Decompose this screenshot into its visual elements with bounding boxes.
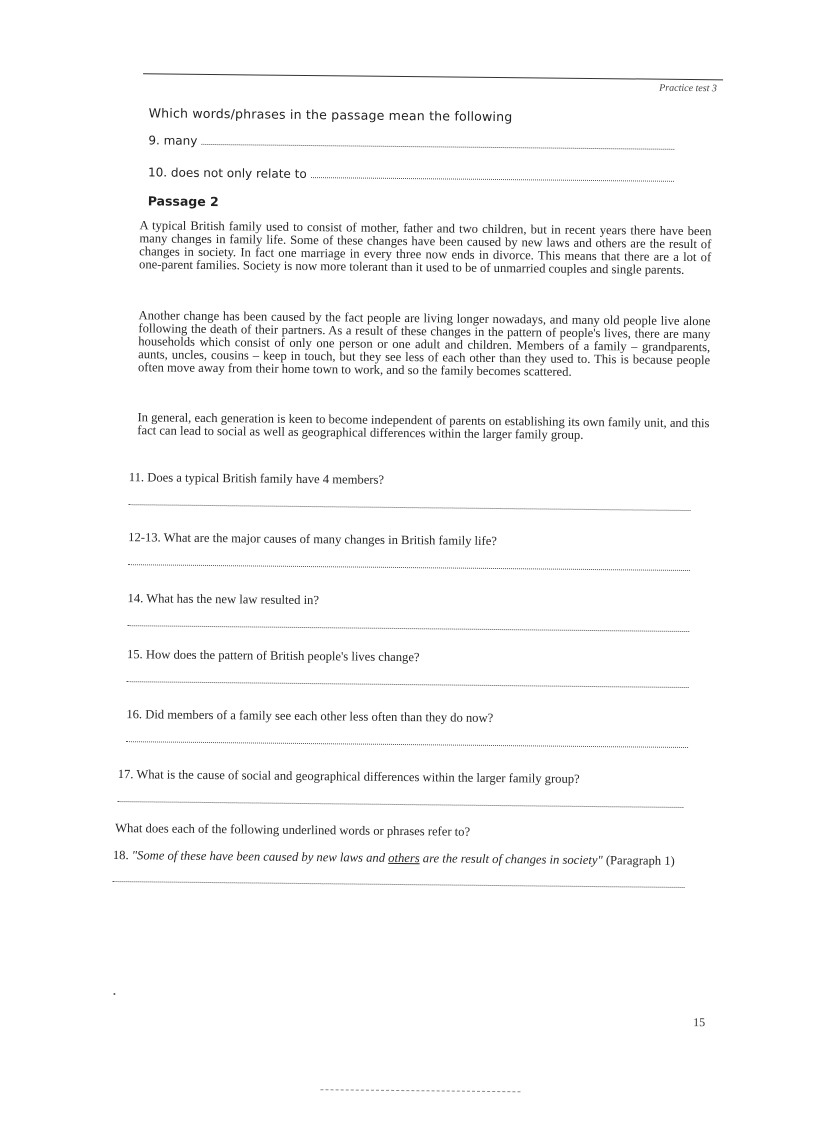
vocab-item-9: [148, 133, 674, 153]
vocab-item-10: [148, 165, 674, 185]
question-text: 15. How does the pattern of British people's lives change?: [126, 647, 420, 665]
question-number: 18.: [112, 848, 129, 863]
answer-line[interactable]: [128, 563, 690, 571]
reference-instructions: What does each of the following underlined words or phrases refer to?: [115, 821, 471, 839]
question-text: 17. What is the cause of social and geographical differences within the larger family group?: [117, 767, 580, 786]
vocab-item-label: 10. does not only relate to: [147, 165, 307, 182]
answer-line[interactable]: [127, 680, 689, 688]
header-rule: [143, 73, 723, 80]
passage-paragraph-3: In general, each generation is keen to become independent of parents on establishing its own family unit, and this fact can lead to social as well as geographical differences within the larger family group.: [137, 410, 710, 442]
underlined-word: others: [388, 850, 420, 866]
answer-line[interactable]: [127, 624, 689, 632]
question-15: [127, 647, 689, 688]
paragraph-reference: (Paragraph 1): [602, 853, 675, 868]
page-number: 15: [693, 1015, 706, 1030]
question-18: [113, 849, 685, 888]
passage-title: Passage 2: [147, 193, 219, 210]
answer-line[interactable]: [311, 167, 674, 182]
question-16: [126, 707, 688, 748]
passage-paragraph-1: A typical British family used to consist of mother, father and two children, but in recent years there have been many changes in family life. Some of these changes have been caused by new laws and others are the result of changes in society. In fact one marriage in every three now ends in divorce. This means that there are a lot of one-parent families. Society is now more tolerant than it used to be of unmarried couples and single parents.: [139, 218, 712, 277]
question-text: 16. Did members of a family see each other less often than they do now?: [126, 707, 494, 725]
question-14: [127, 591, 689, 632]
answer-line[interactable]: [129, 503, 691, 511]
question-17: [117, 767, 683, 808]
footer-dashed-line: [320, 1089, 520, 1092]
question-text: 12-13. What are the major causes of many changes in British family life?: [128, 530, 497, 549]
question-12-13: [128, 530, 690, 571]
answer-line[interactable]: [113, 880, 685, 888]
quote-before: "Some of these have been caused by new laws and: [131, 848, 389, 865]
passage-paragraph-2: Another change has been caused by the fact people are living longer nowadays, and many old people live alone following the death of their partners. As a result of these changes in the pattern of people's lives, there are many households which consist of only one person or one adult and children. Members of a family – grandparents, aunts, uncles, cousins – keep in touch, but they see less of each other than they used to. This is because people often move away from their home town to work, and so the family becomes scattered.: [137, 308, 711, 379]
scan-speck: [113, 993, 115, 995]
answer-line[interactable]: [126, 740, 688, 748]
vocab-item-label: 9. many: [148, 133, 198, 148]
question-text: 11. Does a typical British family have 4 members?: [128, 470, 385, 487]
answer-line[interactable]: [117, 800, 683, 808]
answer-line[interactable]: [201, 134, 674, 150]
running-head: Practice test 3: [659, 82, 718, 95]
quote-after: are the result of changes in society": [419, 851, 603, 868]
question-11: [129, 470, 691, 511]
vocab-instructions: Which words/phrases in the passage mean the following: [148, 105, 513, 125]
question-text: 14. What has the new law resulted in?: [127, 591, 320, 608]
